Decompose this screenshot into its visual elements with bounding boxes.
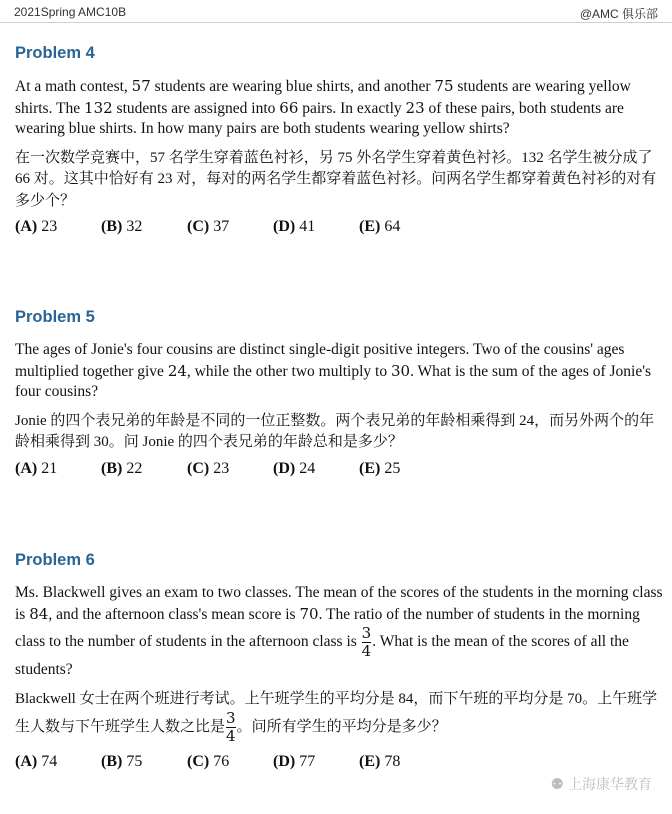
choice-label: (B)	[101, 218, 123, 235]
choice-label: (E)	[359, 753, 381, 770]
text-span: . What is the mean of the scores of all the students?	[15, 633, 629, 678]
choice-c[interactable]	[187, 460, 273, 478]
choice-label: (D)	[273, 218, 296, 235]
choice-label: (B)	[101, 753, 123, 770]
problem-4	[15, 44, 663, 236]
math-number: 57	[131, 77, 151, 95]
choice-label: (C)	[187, 459, 210, 477]
choice-value: 78	[384, 753, 401, 770]
choice-c[interactable]	[187, 753, 273, 771]
page-header	[0, 0, 672, 23]
math-number: 84	[29, 604, 49, 623]
text-span: 。问所有学生的平均分是多少？	[236, 718, 447, 735]
text-span: of these pairs, both students are wearing blue shirts. In how many pairs are both students wearing yellow shirts?	[15, 99, 624, 137]
fraction	[362, 625, 372, 660]
text-span: At a math contest,	[15, 78, 132, 95]
problem-text-zh: Jonie 的四个表兄弟的年龄是不同的一位正整数。两个表兄弟的年龄相乘得到 24，而另外两个的年龄相乘得到 30。问 Jonie 的四个表兄弟的年龄总和是多少？	[15, 412, 655, 450]
choice-b[interactable]	[101, 218, 187, 236]
choice-value: 23	[41, 218, 58, 235]
problem-text-en	[15, 583, 663, 681]
choice-value: 32	[126, 218, 143, 235]
text-span: The ages of Jonie's four cousins are distinct single-digit positive integers. Two of the cousins' ages multiplied together give	[15, 341, 625, 380]
problem-6	[15, 551, 663, 771]
choice-label: (C)	[187, 753, 210, 770]
fraction-numerator: 3	[226, 709, 236, 727]
problem-title: Problem 4	[15, 44, 95, 62]
choice-d[interactable]	[273, 460, 359, 478]
math-number: 23	[405, 98, 425, 117]
choice-label: (D)	[273, 753, 296, 770]
text-span: pairs. In exactly	[298, 99, 406, 117]
watermark-text: 上海康华教育	[568, 777, 652, 793]
fraction	[226, 710, 236, 745]
text-span: students are wearing yellow shirts. The	[15, 78, 631, 117]
text-span: Ms. Blackwell gives an exam to two classes. The mean of the scores of the students in the morning class is	[15, 584, 663, 623]
fraction-denominator: 4	[226, 727, 236, 745]
watermark	[551, 774, 652, 794]
choice-value: 75	[126, 753, 143, 770]
math-number: 24	[167, 361, 187, 380]
wechat-icon: ⚉	[550, 775, 564, 793]
text-span: , and the afternoon class's mean score is	[48, 605, 300, 623]
math-number: 30	[390, 361, 411, 380]
problem-text-en	[15, 76, 663, 140]
choice-label: (C)	[187, 218, 210, 235]
math-number: 66	[279, 98, 299, 117]
choice-label: (A)	[15, 459, 38, 477]
text-span: Blackwell 女士在两个班进行考试。上午班学生的平均分是 84，而下午班的平均分是 70。上午班学生人数与下午班学生人数之比是	[15, 690, 658, 735]
choice-value: 25	[384, 459, 401, 477]
choice-e[interactable]	[359, 218, 400, 236]
choice-value: 74	[41, 753, 58, 770]
problem-title: Problem 5	[15, 308, 95, 326]
text-span: students are assigned into	[112, 99, 280, 117]
choice-a[interactable]	[15, 218, 101, 236]
header-club-label: @AMC 俱乐部	[579, 7, 658, 21]
choice-value: 64	[384, 218, 401, 235]
choice-label: (E)	[359, 459, 381, 477]
fraction-numerator: 3	[361, 624, 372, 642]
choice-d[interactable]	[273, 218, 359, 236]
choice-value: 37	[213, 218, 230, 235]
choice-value: 76	[213, 753, 230, 770]
answer-choices	[15, 753, 663, 771]
choice-e[interactable]	[359, 753, 400, 771]
problem-text-zh: 在一次数学竞赛中，57 名学生穿着蓝色衬衫，另 75 外名学生穿着黄色衬衫。132 名学生被分成了 66 对。这其中恰好有 23 对，每对的两名学生都穿着蓝色衬衫。问两名学生都穿着黄色衬衫的对有多少个？	[15, 149, 657, 209]
answer-choices	[15, 460, 663, 478]
choice-d[interactable]	[273, 753, 359, 771]
choice-label: (E)	[359, 218, 381, 235]
choice-value: 41	[299, 218, 316, 235]
choice-value: 24	[299, 459, 316, 477]
choice-value: 21	[41, 459, 58, 477]
problem-title: Problem 6	[15, 551, 95, 569]
choice-label: (B)	[101, 459, 123, 477]
choice-b[interactable]	[101, 753, 187, 771]
choice-a[interactable]	[15, 460, 101, 478]
choice-label: (A)	[15, 218, 38, 235]
text-span: , while the other two multiply to	[186, 362, 391, 380]
math-number: 75	[434, 77, 454, 95]
text-span: students are wearing blue shirts, and another	[150, 78, 435, 95]
choice-label: (D)	[273, 459, 296, 477]
choice-b[interactable]	[101, 460, 187, 478]
choice-e[interactable]	[359, 460, 400, 478]
choice-value: 22	[126, 459, 143, 477]
problem-text-zh	[15, 689, 663, 746]
choice-value: 23	[213, 459, 230, 477]
fraction-denominator: 4	[361, 642, 372, 660]
text-span: . The ratio of the number of students in the morning class to the number of students in the afternoon class is	[15, 605, 640, 651]
math-number: 70	[299, 604, 319, 623]
problem-text-en	[15, 340, 663, 403]
text-span: . What is the sum of the ages of Jonie's four cousins?	[15, 362, 652, 400]
header-contest-label: 2021Spring AMC10B	[14, 5, 127, 19]
choice-a[interactable]	[15, 753, 101, 771]
choice-value: 77	[299, 753, 316, 770]
choice-c[interactable]	[187, 218, 273, 236]
answer-choices	[15, 218, 663, 236]
problem-5	[15, 308, 663, 478]
math-number: 132	[84, 98, 113, 117]
choice-label: (A)	[15, 753, 38, 770]
